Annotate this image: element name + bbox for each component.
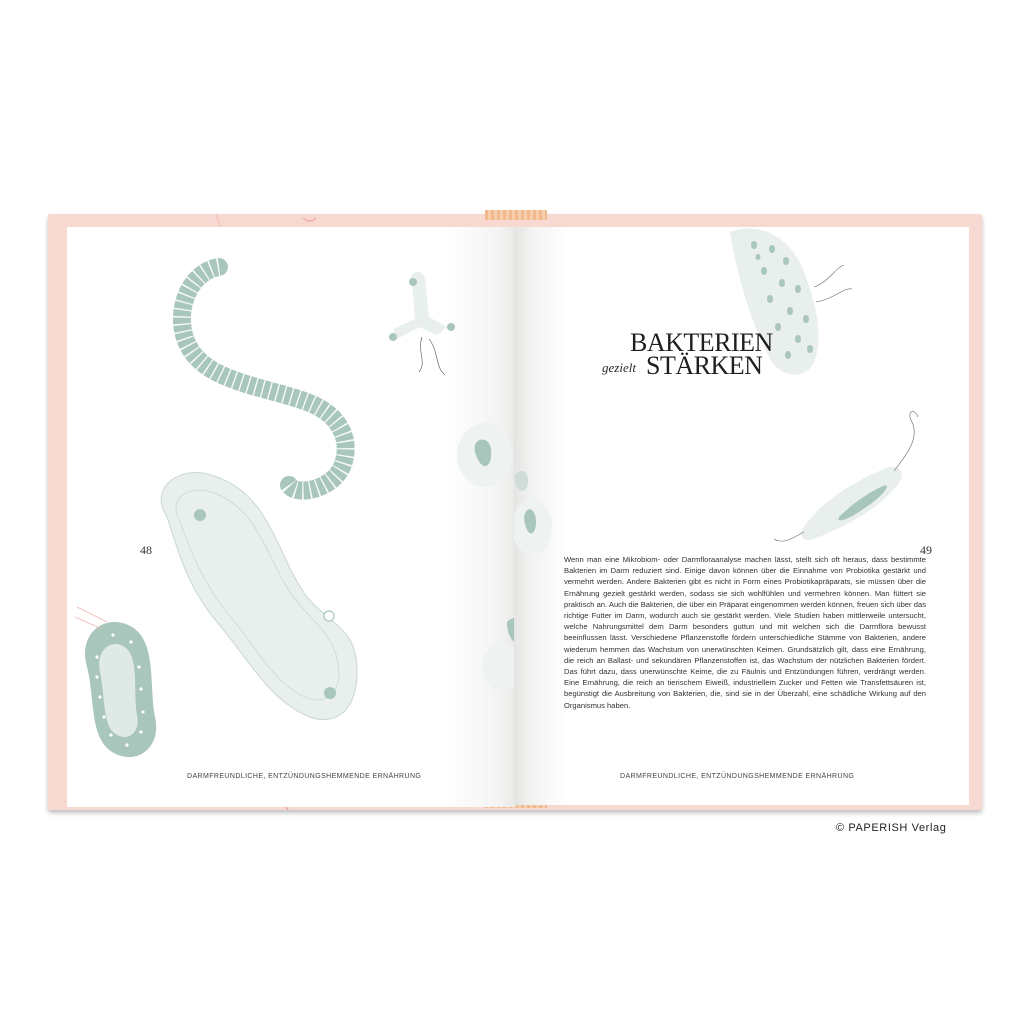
bacteria-illustration-right <box>514 227 969 805</box>
page-number-left: 48 <box>140 543 152 557</box>
chapter-title-line1: BAKTERIEN <box>630 328 773 357</box>
right-page <box>514 227 969 805</box>
page-number-right: 49 <box>920 543 932 557</box>
running-footer-right: DARMFREUNDLICHE, ENTZÜNDUNGSHEMMENDE ERNÄHRUNG <box>620 773 855 780</box>
spine-headband-top <box>485 210 547 220</box>
copyright-notice: © PAPERISH Verlag <box>836 822 947 834</box>
left-page <box>67 227 516 807</box>
bacteria-illustration-left <box>67 227 516 807</box>
body-paragraph: Wenn man eine Mikrobiom- oder Darmfloraanalyse machen lässt, stellt sich oft heraus, dass bestimmte Bakterien im Darm reduziert sind. Einige davon können über die Einnahme von Probiotika gestärkt und vermehrt werden. Andere Bakterien gibt es nicht in Form eines Probiotikapräparats, sie müssen über die Ernährung gezielt gestärkt werden, sodass sie sich wohlfühlen und vermehren können. Man füttert sie praktisch an. Auch die Bakterien, die über ein Präparat eingenommen werden können, freuen sich über das richtige Futter im Darm, wodurch auch sie gestärkt werden. Viele Studien haben mittlerweile untersucht, welche Nahrungsmittel dem Darm besonders guttun und mit welchen sich die Darmflora bewusst beeinflussen lässt. Verschiedene Pflanzenstoffe fördern unterschiedliche Stämme von Bakterien, andere wiederum hemmen das Wachstum von unerwünschten Keimen. Grundsätzlich gilt, dass eine Ernährung, die reich an Ballast- und sekundären Pflanzenstoffen ist, das Wachstum der nützlichen Bakterien fördert. Das führt dazu, dass unerwünschte Keime, die zu Fäulnis und Entzündungen führen, verdrängt werden. Eine Ernährung, die reich an tierischem Eiweiß, industriellem Zucker und Fetten wie Transfettsäuren ist, begünstigt die Ausbreitung von Bakterien, die, sind sie in der Überzahl, eine schädliche Wirkung auf den Organismus haben. <box>564 555 926 710</box>
open-book <box>48 210 984 812</box>
chapter-title-small: gezielt <box>602 360 636 375</box>
running-footer-left: DARMFREUNDLICHE, ENTZÜNDUNGSHEMMENDE ERNÄHRUNG <box>187 773 422 780</box>
chapter-title-line2: STÄRKEN <box>646 351 763 380</box>
